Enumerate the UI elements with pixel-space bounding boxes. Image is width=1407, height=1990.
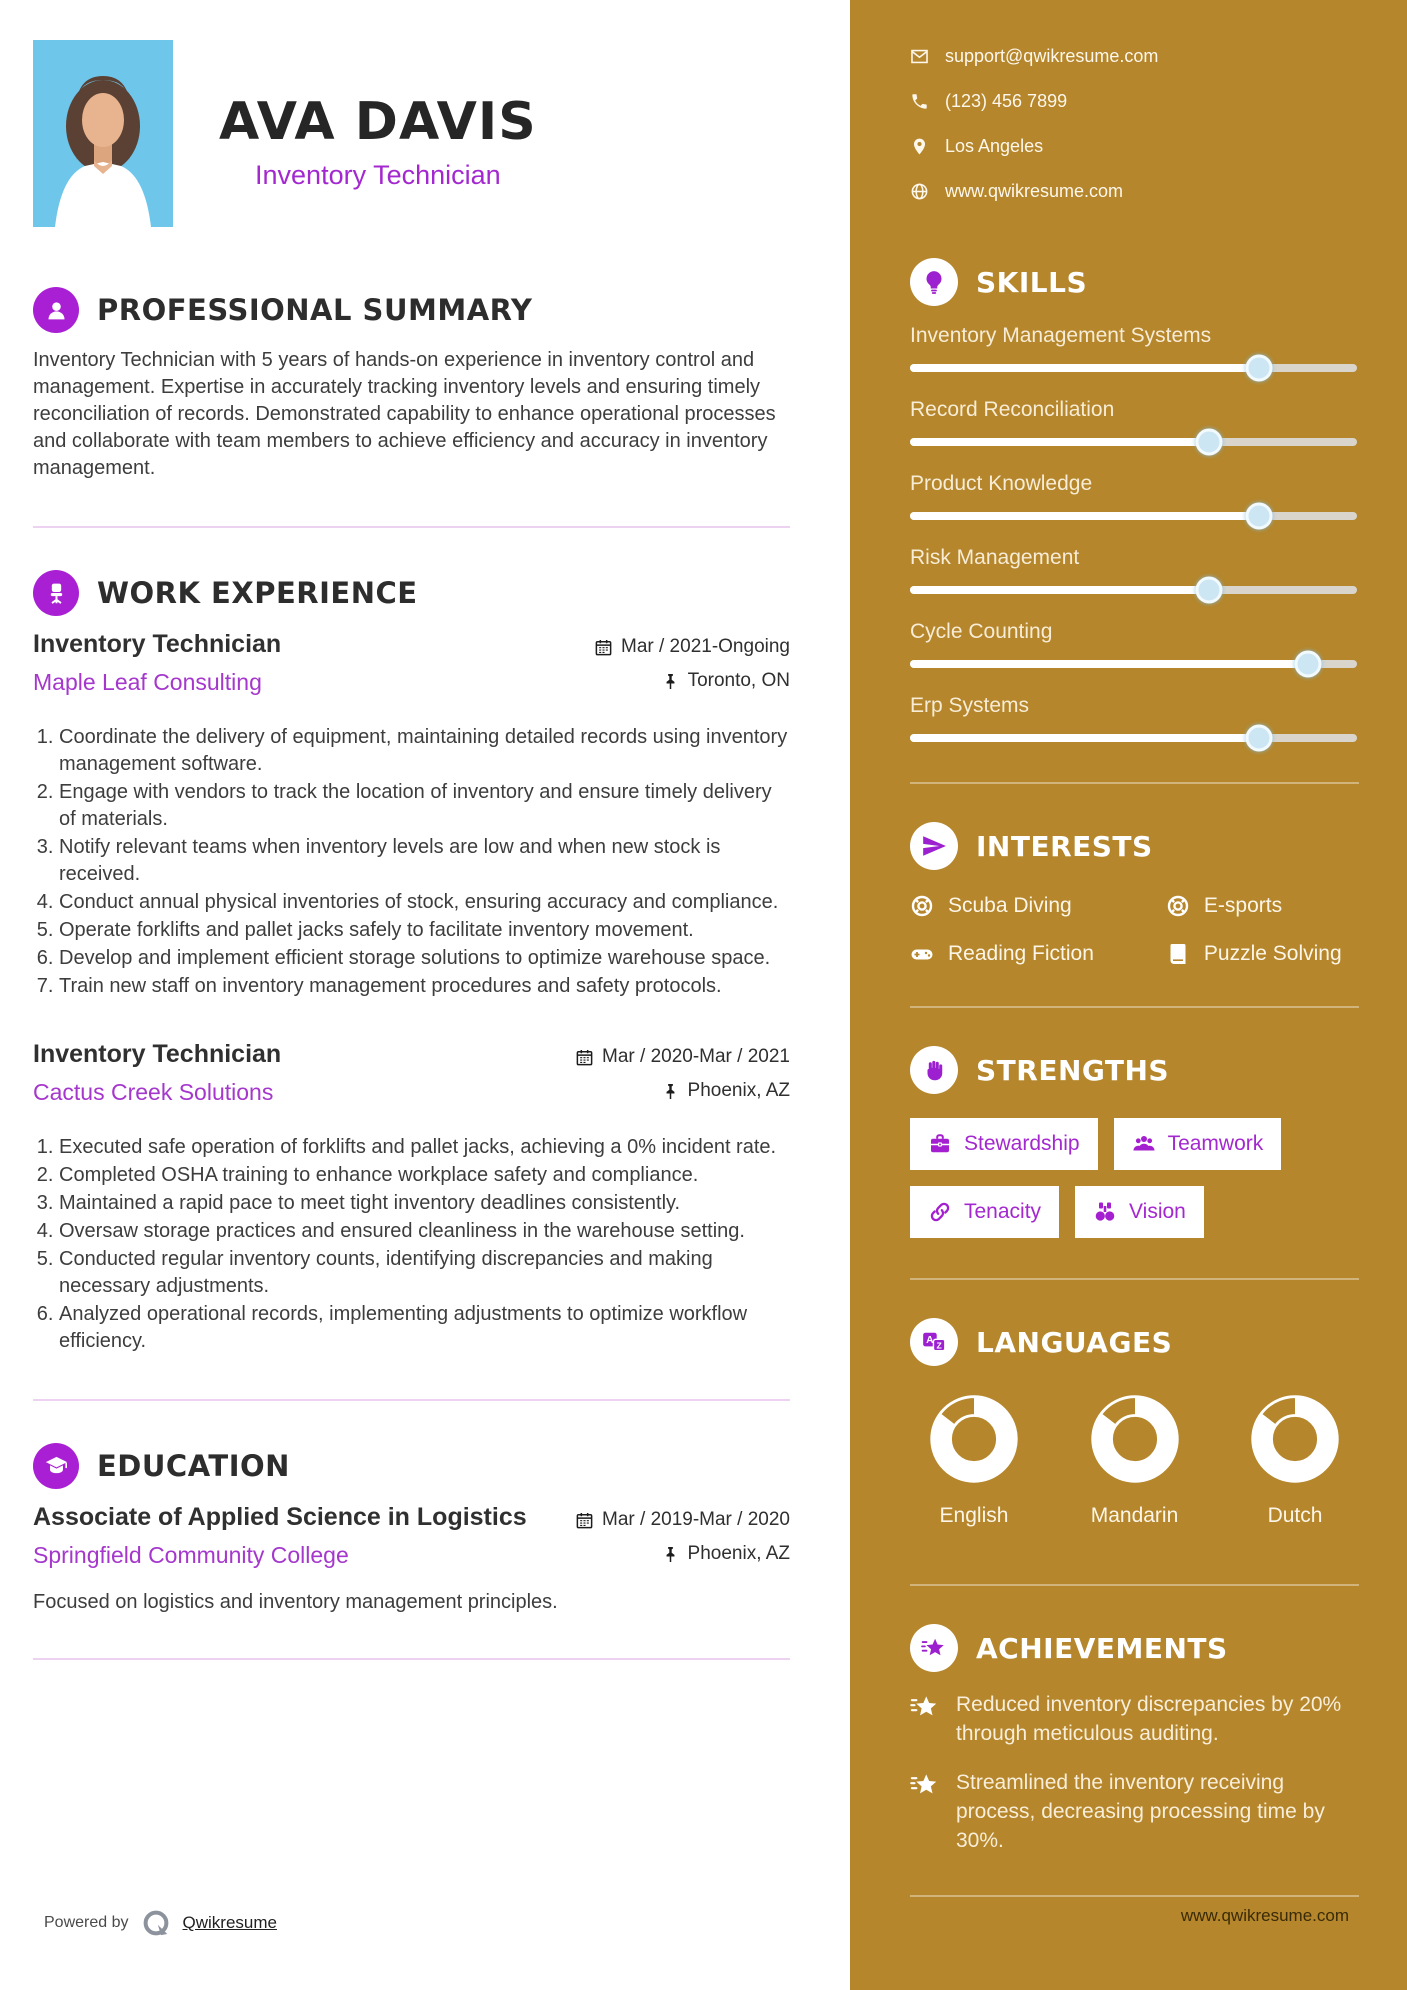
languages-heading: LANGUAGES: [976, 1325, 1173, 1359]
education-description: Focused on logistics and inventory management principles.: [33, 1591, 558, 1613]
job-duties-list: [33, 1134, 790, 1355]
user-icon: [33, 287, 79, 333]
profile-photo: [33, 40, 173, 227]
job-location: Phoenix, AZ: [687, 1080, 790, 1101]
job-location: Toronto, ON: [687, 670, 790, 691]
achievement-text: Streamlined the inventory receiving process, decreasing processing time by 30%.: [956, 1771, 1325, 1852]
lifebuoy-icon: [1166, 894, 1190, 918]
skill-item: [910, 398, 1359, 446]
skill-item: [910, 694, 1359, 742]
contact-website: www.qwikresume.com: [945, 181, 1124, 201]
education-date: Mar / 2019-Mar / 2020: [602, 1509, 790, 1530]
work-experience-section: [33, 570, 790, 1355]
name-block: [219, 92, 537, 191]
lightbulb-icon: [910, 258, 958, 306]
contact-location-row: [910, 136, 1359, 157]
profile-photo-illustration: [33, 40, 173, 227]
contact-block: [910, 46, 1359, 202]
summary-section: [33, 287, 790, 482]
job-title: Inventory Technician: [33, 630, 282, 658]
header: [33, 40, 790, 227]
briefcase-icon: [928, 1132, 952, 1156]
job-duty: 2. Engage with vendors to track the location of inventory and ensure timely delivery of materials.: [59, 779, 790, 833]
skill-label: Erp Systems: [910, 694, 1030, 717]
interest-item: [1166, 942, 1359, 966]
job-duty: 5. Operate forklifts and pallet jacks safely to facilitate inventory movement.: [59, 917, 790, 944]
job-duty: 4. Oversaw storage practices and ensured cleanliness in the warehouse setting.: [59, 1218, 790, 1245]
interest-label: Puzzle Solving: [1203, 942, 1342, 965]
achievements-heading: ACHIEVEMENTS: [976, 1631, 1228, 1665]
job-entry: [33, 1040, 790, 1355]
interests-heading: INTERESTS: [976, 829, 1153, 863]
skill-label: Record Reconciliation: [910, 398, 1115, 421]
interest-label: Reading Fiction: [948, 942, 1094, 965]
sidebar-divider: [910, 1278, 1359, 1280]
team-icon: [1132, 1132, 1156, 1156]
skill-slider[interactable]: [910, 364, 1357, 372]
gamepad-icon: [910, 942, 934, 966]
contact-phone-row: [910, 91, 1359, 112]
strength-chip: [1075, 1186, 1204, 1238]
calendar-icon: [575, 1048, 594, 1067]
skill-item: [910, 324, 1359, 372]
job-duty: 3. Maintained a rapid pace to meet tight inventory deadlines consistently.: [59, 1190, 790, 1217]
job-duty: 1. Executed safe operation of forklifts and pallet jacks, achieving a 0% incident rate.: [59, 1134, 790, 1161]
achievement-item: [910, 1690, 1359, 1748]
language-label: Mandarin: [1090, 1504, 1179, 1527]
slider-thumb[interactable]: [1196, 577, 1223, 604]
skill-slider[interactable]: [910, 438, 1357, 446]
interests-section: [910, 822, 1359, 966]
languages-section: [910, 1318, 1359, 1528]
fist-icon: [910, 1046, 958, 1094]
achievement-text: Reduced inventory discrepancies by 20% through meticulous auditing.: [956, 1693, 1342, 1745]
slider-thumb[interactable]: [1294, 651, 1321, 678]
binoculars-icon: [1093, 1200, 1117, 1224]
sidebar-divider: [910, 1006, 1359, 1008]
paper-plane-icon: [910, 822, 958, 870]
skill-label: Risk Management: [910, 546, 1080, 569]
summary-heading: PROFESSIONAL SUMMARY: [97, 293, 533, 327]
skill-item: [910, 546, 1359, 594]
translate-icon: [910, 1318, 958, 1366]
link-icon: [928, 1200, 952, 1224]
job-duty: 4. Conduct annual physical inventories of stock, ensuring accuracy and compliance.: [59, 889, 790, 916]
candidate-title: Inventory Technician: [255, 160, 501, 190]
job-duty: 1. Coordinate the delivery of equipment, maintaining detailed records using inventory management software.: [59, 724, 790, 778]
powered-by-label: Powered by: [44, 1914, 129, 1931]
sidebar-divider: [910, 782, 1359, 784]
section-divider: [33, 1399, 790, 1401]
mail-icon: [910, 47, 929, 66]
education-heading: EDUCATION: [97, 1449, 290, 1483]
interest-label: E-sports: [1203, 894, 1283, 917]
job-date: Mar / 2021-Ongoing: [621, 636, 790, 657]
globe-icon: [910, 182, 929, 201]
skill-slider[interactable]: [910, 660, 1357, 668]
language-item: [914, 1392, 1034, 1528]
skill-label: Cycle Counting: [910, 620, 1053, 643]
strength-chip: [910, 1118, 1098, 1170]
job-duty: 7. Train new staff on inventory management procedures and safety protocols.: [59, 973, 790, 1000]
shooting-star-icon: [910, 1624, 958, 1672]
qwikresume-link[interactable]: Qwikresume: [182, 1913, 277, 1932]
interest-item: [1166, 894, 1359, 918]
summary-text: Inventory Technician with 5 years of hands-on experience in inventory control and management. Expertise in accurately tracking inventory levels and ensuring timely reconciliation of records. Demonstrated capability to enhance operational processes and collaborate with team members to achieve efficiency and accuracy in inventory management.: [33, 349, 776, 479]
strengths-section: [910, 1046, 1359, 1238]
job-duties-list: [33, 724, 790, 1000]
skill-label: Product Knowledge: [910, 472, 1093, 495]
sidebar-divider: [910, 1895, 1359, 1897]
sidebar-divider: [910, 1584, 1359, 1586]
footer-website: www.qwikresume.com: [1180, 1906, 1349, 1925]
strength-label: Vision: [1129, 1200, 1186, 1223]
skill-slider[interactable]: [910, 734, 1357, 742]
skill-label: Inventory Management Systems: [910, 324, 1212, 347]
book-icon: [1166, 942, 1190, 966]
language-donut-chart: [927, 1392, 1021, 1486]
calendar-icon: [594, 638, 613, 657]
strength-label: Teamwork: [1167, 1132, 1264, 1155]
language-item: [1075, 1392, 1195, 1528]
location-pin-icon: [910, 137, 929, 156]
pushpin-icon: [661, 1082, 680, 1101]
job-duty: 2. Completed OSHA training to enhance workplace safety and compliance.: [59, 1162, 790, 1189]
skills-heading: SKILLS: [976, 265, 1088, 299]
calendar-icon: [575, 1511, 594, 1530]
contact-email: support@qwikresume.com: [945, 46, 1159, 66]
skills-section: [910, 258, 1359, 742]
strengths-heading: STRENGTHS: [976, 1053, 1170, 1087]
pushpin-icon: [661, 672, 680, 691]
job-duty: 6. Analyzed operational records, implementing adjustments to optimize workflow efficiency.: [59, 1301, 790, 1355]
education-location: Phoenix, AZ: [687, 1543, 790, 1564]
interest-label: Scuba Diving: [948, 894, 1072, 917]
job-company: Maple Leaf Consulting: [33, 669, 262, 695]
language-label: Dutch: [1267, 1504, 1323, 1527]
interest-item: [910, 894, 1166, 918]
shooting-star-icon: [910, 1770, 940, 1800]
contact-location: Los Angeles: [945, 136, 1044, 156]
strength-chip: [910, 1186, 1059, 1238]
language-item: [1235, 1392, 1355, 1528]
education-degree: Associate of Applied Science in Logistics: [33, 1503, 527, 1531]
job-entry: [33, 630, 790, 1000]
pushpin-icon: [661, 1545, 680, 1564]
strength-label: Stewardship: [964, 1132, 1080, 1155]
slider-thumb[interactable]: [1245, 503, 1272, 530]
job-duty: 5. Conducted regular inventory counts, identifying discrepancies and making necessary adjustments.: [59, 1246, 790, 1300]
contact-email-row: [910, 46, 1359, 67]
candidate-name: AVA DAVIS: [219, 92, 537, 152]
work-heading: WORK EXPERIENCE: [97, 576, 418, 610]
job-duty: 6. Develop and implement efficient storage solutions to optimize warehouse space.: [59, 945, 790, 972]
strength-label: Tenacity: [964, 1200, 1042, 1223]
graduation-icon: [33, 1443, 79, 1489]
slider-thumb[interactable]: [1245, 355, 1272, 382]
job-date: Mar / 2020-Mar / 2021: [602, 1046, 790, 1067]
language-donut-chart: [1088, 1392, 1182, 1486]
skill-item: [910, 472, 1359, 520]
slider-thumb[interactable]: [1245, 725, 1272, 752]
skill-slider[interactable]: [910, 586, 1357, 594]
strength-chip: [1114, 1118, 1282, 1170]
office-chair-icon: [33, 570, 79, 616]
skill-slider[interactable]: [910, 512, 1357, 520]
job-duty: 3. Notify relevant teams when inventory levels are low and when new stock is received.: [59, 834, 790, 888]
skill-item: [910, 620, 1359, 668]
contact-website-row: [910, 181, 1359, 202]
contact-phone: (123) 456 7899: [945, 91, 1068, 111]
slider-thumb[interactable]: [1196, 429, 1223, 456]
language-donut-chart: [1248, 1392, 1342, 1486]
phone-icon: [910, 92, 929, 111]
lifebuoy-icon: [910, 894, 934, 918]
job-title: Inventory Technician: [33, 1040, 282, 1068]
interest-item: [910, 942, 1166, 966]
achievements-section: [910, 1624, 1359, 1855]
education-school: Springfield Community College: [33, 1542, 349, 1568]
achievement-item: [910, 1768, 1359, 1855]
section-divider: [33, 526, 790, 528]
footer: [44, 1908, 277, 1938]
section-divider: [33, 1658, 790, 1660]
shooting-star-icon: [910, 1692, 940, 1722]
education-section: [33, 1443, 790, 1614]
sidebar: [850, 0, 1407, 1990]
qwikresume-logo-icon: [141, 1908, 171, 1938]
job-company: Cactus Creek Solutions: [33, 1079, 274, 1105]
language-label: English: [939, 1504, 1009, 1527]
